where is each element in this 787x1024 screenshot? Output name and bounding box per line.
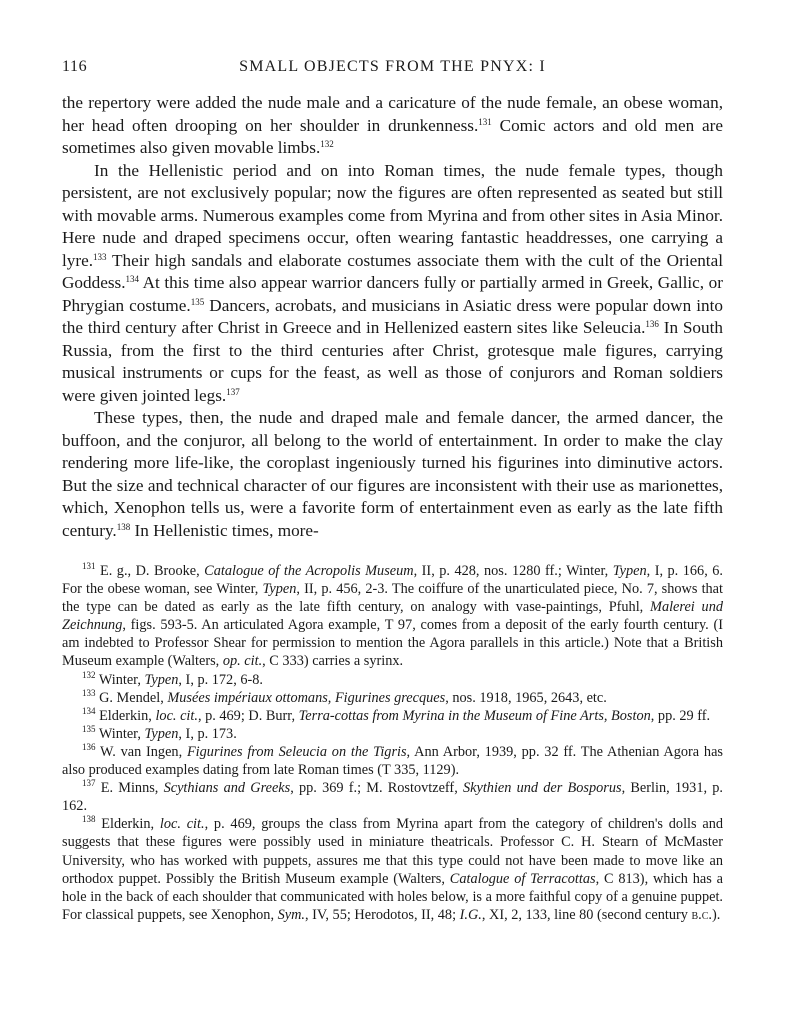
page-header (62, 58, 723, 84)
footnote-reference: 136 (645, 319, 659, 329)
italic-text: Typen (144, 671, 179, 688)
body-paragraph (62, 160, 723, 408)
italic-text: Malerei und Zeichnung (62, 599, 723, 634)
text-run: , II, p. 428, nos. 1280 ff.; Winter, (413, 563, 613, 579)
text-run: In Hellenistic times, more- (130, 520, 319, 540)
footnote (62, 779, 723, 815)
italic-text: loc. cit. (155, 707, 198, 724)
italic-text: Catalogue of the Acropolis Museum (204, 563, 414, 579)
text-run: Dancers, acrobats, and musicians in Asiatic dress were popular down into the third century after Christ in Greece and in Hellenized eastern sites like Seleucia. (62, 295, 723, 337)
running-title: SMALL OBJECTS FROM THE PNYX: I (239, 58, 546, 75)
text-run: Their high sandals and elaborate costumes associate them with the cult of the Oriental Goddess. (62, 250, 723, 292)
footnote-reference: 138 (116, 521, 131, 532)
italic-text: Typen (262, 581, 297, 598)
text-run: , Berlin, 1931, p. 162. (62, 780, 723, 815)
italic-text: op. cit. (222, 653, 263, 670)
text-run: E. Minns, (95, 780, 164, 797)
footnote (62, 671, 723, 689)
text-run: Comic actors and old men are sometimes also given movable limbs. (62, 115, 723, 157)
footnote-reference: 137 (226, 386, 240, 397)
footnote-reference: 135 (82, 723, 96, 734)
italic-text: Catalogue of Terracottas (449, 870, 596, 887)
footnote (62, 689, 723, 707)
text-run: , I, p. 172, 6-8. (178, 671, 263, 688)
page-number: 116 (62, 58, 88, 75)
text-run: ). (712, 906, 721, 923)
footnote-reference: 136 (82, 741, 96, 752)
text-run: , nos. 1918, 1965, 2643, etc. (445, 689, 607, 706)
small-caps-text: b.c. (691, 906, 712, 923)
footnote-reference: 133 (93, 251, 107, 262)
main-text (62, 92, 723, 542)
text-run: Winter, (95, 725, 145, 742)
text-run: , IV, 55; Herodotos, II, 48; (305, 906, 460, 923)
italic-text: Figurines from Seleucia on the Tigris (186, 743, 407, 760)
text-run: , C 813), which has a hole in the back of each shoulder that communicated with holes below, is a more faithful copy of a genuine puppet. For classical puppets, see Xenophon, (62, 870, 724, 923)
footnote-reference: 131 (478, 116, 492, 127)
footnote (62, 725, 723, 743)
footnote-reference: 138 (82, 814, 96, 825)
footnotes (62, 562, 723, 924)
footnote-reference: 132 (82, 669, 96, 680)
italic-text: Typen (144, 725, 179, 742)
text-run: , pp. 29 ff. (650, 707, 711, 724)
italic-text: Skythien und der Bosporus (462, 780, 622, 797)
footnote-reference: 131 (82, 561, 96, 571)
text-run: At this time also appear warrior dancers fully or partially armed in Greek, Gallic, or Phrygian costume. (62, 273, 723, 315)
text-run: Elderkin, (95, 816, 160, 833)
text-run: W. van Ingen, (95, 743, 187, 760)
footnote-reference: 132 (320, 139, 334, 149)
italic-text: I.G. (459, 906, 482, 923)
footnote-reference: 134 (82, 705, 96, 716)
text-run: , figs. 593-5. An articulated Agora example, T 97, comes from a deposit of the early fourth century. (I am indebted to Professor Shear for permission to mention the Agora parallels in this article.) Note that a British Museum example (Walters, (62, 617, 723, 670)
footnote (62, 562, 723, 671)
italic-text: Terra-cottas from Myrina in the Museum of Fine Arts, Boston (298, 707, 651, 724)
footnote-reference: 135 (190, 296, 205, 307)
italic-text: loc. cit. (159, 816, 205, 833)
footnote-reference: 137 (82, 778, 96, 789)
text-run: , p. 469, groups the class from Myrina apart from the category of children's dolls and suggests that these figures were possibly used in miniature theatricals. Professor C. H. Stearn of McMaster University, who has worked with puppets, assures me that this type could not have been made to move like an orthodox puppet. Possibly the British Museum example (Walters, (62, 816, 724, 887)
italic-text: Musées impériaux ottomans, Figurines grecques (167, 689, 446, 706)
italic-text: Typen (612, 563, 647, 579)
text-run: , pp. 369 f.; M. Rostovtzeff, (290, 780, 463, 797)
text-run: , II, p. 456, 2-3. The coiffure of the unarticulated piece, No. 7, shows that the type can be dated as early as the late fifth century, on analogy with vase-paintings, Pfuhl, (62, 581, 724, 616)
body-paragraph (62, 92, 723, 160)
document-page (62, 58, 723, 924)
text-run: , C 333) carries a syrinx. (262, 653, 404, 670)
text-run: , Ann Arbor, 1939, pp. 32 ff. The Athenian Agora has also produced examples dating from late Roman times (T 335, 1129). (62, 743, 723, 779)
text-run: , I, p. 166, 6. For the obese woman, see Winter, (62, 563, 724, 598)
text-run: , XI, 2, 133, line 80 (second century (481, 906, 692, 923)
footnote (62, 815, 723, 924)
text-run: , p. 469; D. Burr, (197, 707, 299, 724)
text-run: These types, then, the nude and draped male and female dancer, the armed dancer, the buffoon, and the conjuror, all belong to the world of entertainment. In order to make the clay rendering more life-like, the coroplast ingeniously turned his figurines into diminutive actors. But the size and technical character of our figures are inconsistent with their use as marionettes, which, Xenophon tells us, were a favorite form of entertainment even as early as the late fifth century. (62, 408, 723, 540)
text-run: E. g., D. Brooke, (95, 563, 205, 579)
footnote-reference: 133 (82, 687, 96, 698)
footnote (62, 743, 723, 779)
text-run: Elderkin, (95, 707, 156, 724)
footnote (62, 707, 723, 725)
text-run: G. Mendel, (95, 689, 168, 706)
text-run: the repertory were added the nude male and a caricature of the nude female, an obese woman, her head often drooping on her shoulder in drunkenness. (62, 93, 723, 135)
text-run: In South Russia, from the first to the third centuries after Christ, grotesque male figures, carrying musical instruments or cups for the feast, as well as those of conjurors and Roman soldiers were given jointed legs. (62, 318, 723, 405)
text-run: , I, p. 173. (178, 725, 237, 742)
text-run: In the Hellenistic period and on into Roman times, the nude female types, though persistent, are not exclusively popular; now the figures are often represented as seated but still with movable arms. Numerous examples come from Myrina and from other sites in Asia Minor. Here nude and draped specimens occur, often wearing fantastic headdresses, one carrying a lyre. (62, 160, 723, 270)
italic-text: Sym. (277, 906, 306, 923)
italic-text: Scythians and Greeks (163, 780, 291, 797)
body-paragraph (62, 407, 723, 542)
footnote-reference: 134 (125, 274, 139, 284)
text-run: Winter, (95, 671, 145, 688)
